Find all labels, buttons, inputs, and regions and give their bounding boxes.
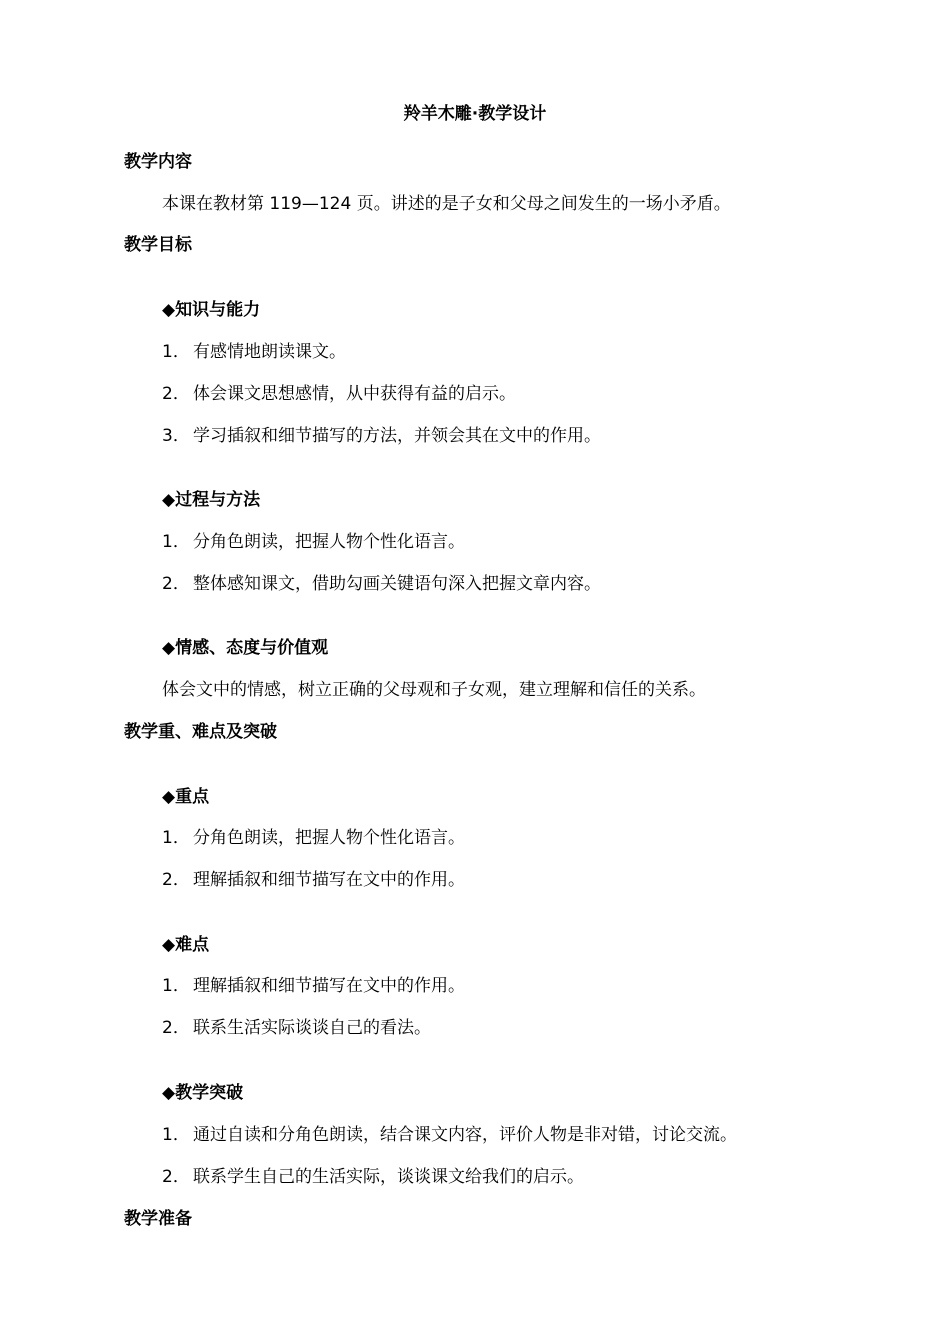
item-text: 分角色朗读，把握人物个性化语言。 [193, 532, 465, 552]
content-paragraph: 本课在教材第 119—124 页。讲述的是子女和父母之间发生的一场小矛盾。 [162, 194, 731, 214]
list-item [162, 1017, 431, 1039]
item-number: 3． [162, 426, 190, 446]
item-text: 有感情地朗读课文。 [193, 342, 346, 362]
item-number: 2． [162, 1018, 190, 1038]
item-text: 理解插叙和细节描写在文中的作用。 [193, 976, 465, 996]
list-item [162, 341, 346, 363]
subheading-emotion: ◆情感、态度与价值观 [162, 638, 329, 658]
list-item [162, 531, 465, 553]
document-title: 羚羊木雕·教学设计 [403, 104, 547, 124]
item-number: 1． [162, 342, 190, 362]
list-item [162, 383, 516, 405]
list-item [162, 975, 465, 997]
section-heading-content: 教学内容 [124, 152, 192, 172]
item-text: 学习插叙和细节描写的方法，并领会其在文中的作用。 [193, 426, 601, 446]
item-number: 1． [162, 1125, 190, 1145]
item-text: 理解插叙和细节描写在文中的作用。 [193, 870, 465, 890]
subheading-focus: ◆重点 [162, 787, 210, 807]
list-item [162, 1124, 737, 1146]
item-number: 1． [162, 532, 190, 552]
emotion-paragraph: 体会文中的情感，树立正确的父母观和子女观，建立理解和信任的关系。 [162, 680, 706, 700]
item-text: 分角色朗读，把握人物个性化语言。 [193, 828, 465, 848]
subheading-breakthrough: ◆教学突破 [162, 1083, 244, 1103]
item-number: 2． [162, 1167, 190, 1187]
section-heading-keypoints: 教学重、难点及突破 [124, 722, 277, 742]
item-number: 2． [162, 384, 190, 404]
subheading-knowledge: ◆知识与能力 [162, 300, 261, 320]
item-text: 联系生活实际谈谈自己的看法。 [193, 1018, 431, 1038]
section-heading-preparation: 教学准备 [124, 1209, 192, 1229]
list-item [162, 1166, 584, 1188]
item-number: 2． [162, 870, 190, 890]
list-item [162, 573, 601, 595]
list-item [162, 869, 465, 891]
subheading-process: ◆过程与方法 [162, 490, 261, 510]
item-number: 1． [162, 976, 190, 996]
item-text: 联系学生自己的生活实际，谈谈课文给我们的启示。 [193, 1167, 584, 1187]
section-heading-goals: 教学目标 [124, 235, 192, 255]
list-item [162, 827, 465, 849]
item-text: 体会课文思想感情，从中获得有益的启示。 [193, 384, 516, 404]
item-number: 1． [162, 828, 190, 848]
list-item [162, 425, 601, 447]
item-text: 整体感知课文，借助勾画关键语句深入把握文章内容。 [193, 574, 601, 594]
item-text: 通过自读和分角色朗读，结合课文内容，评价人物是非对错，讨论交流。 [193, 1125, 737, 1145]
subheading-difficulty: ◆难点 [162, 935, 210, 955]
item-number: 2． [162, 574, 190, 594]
